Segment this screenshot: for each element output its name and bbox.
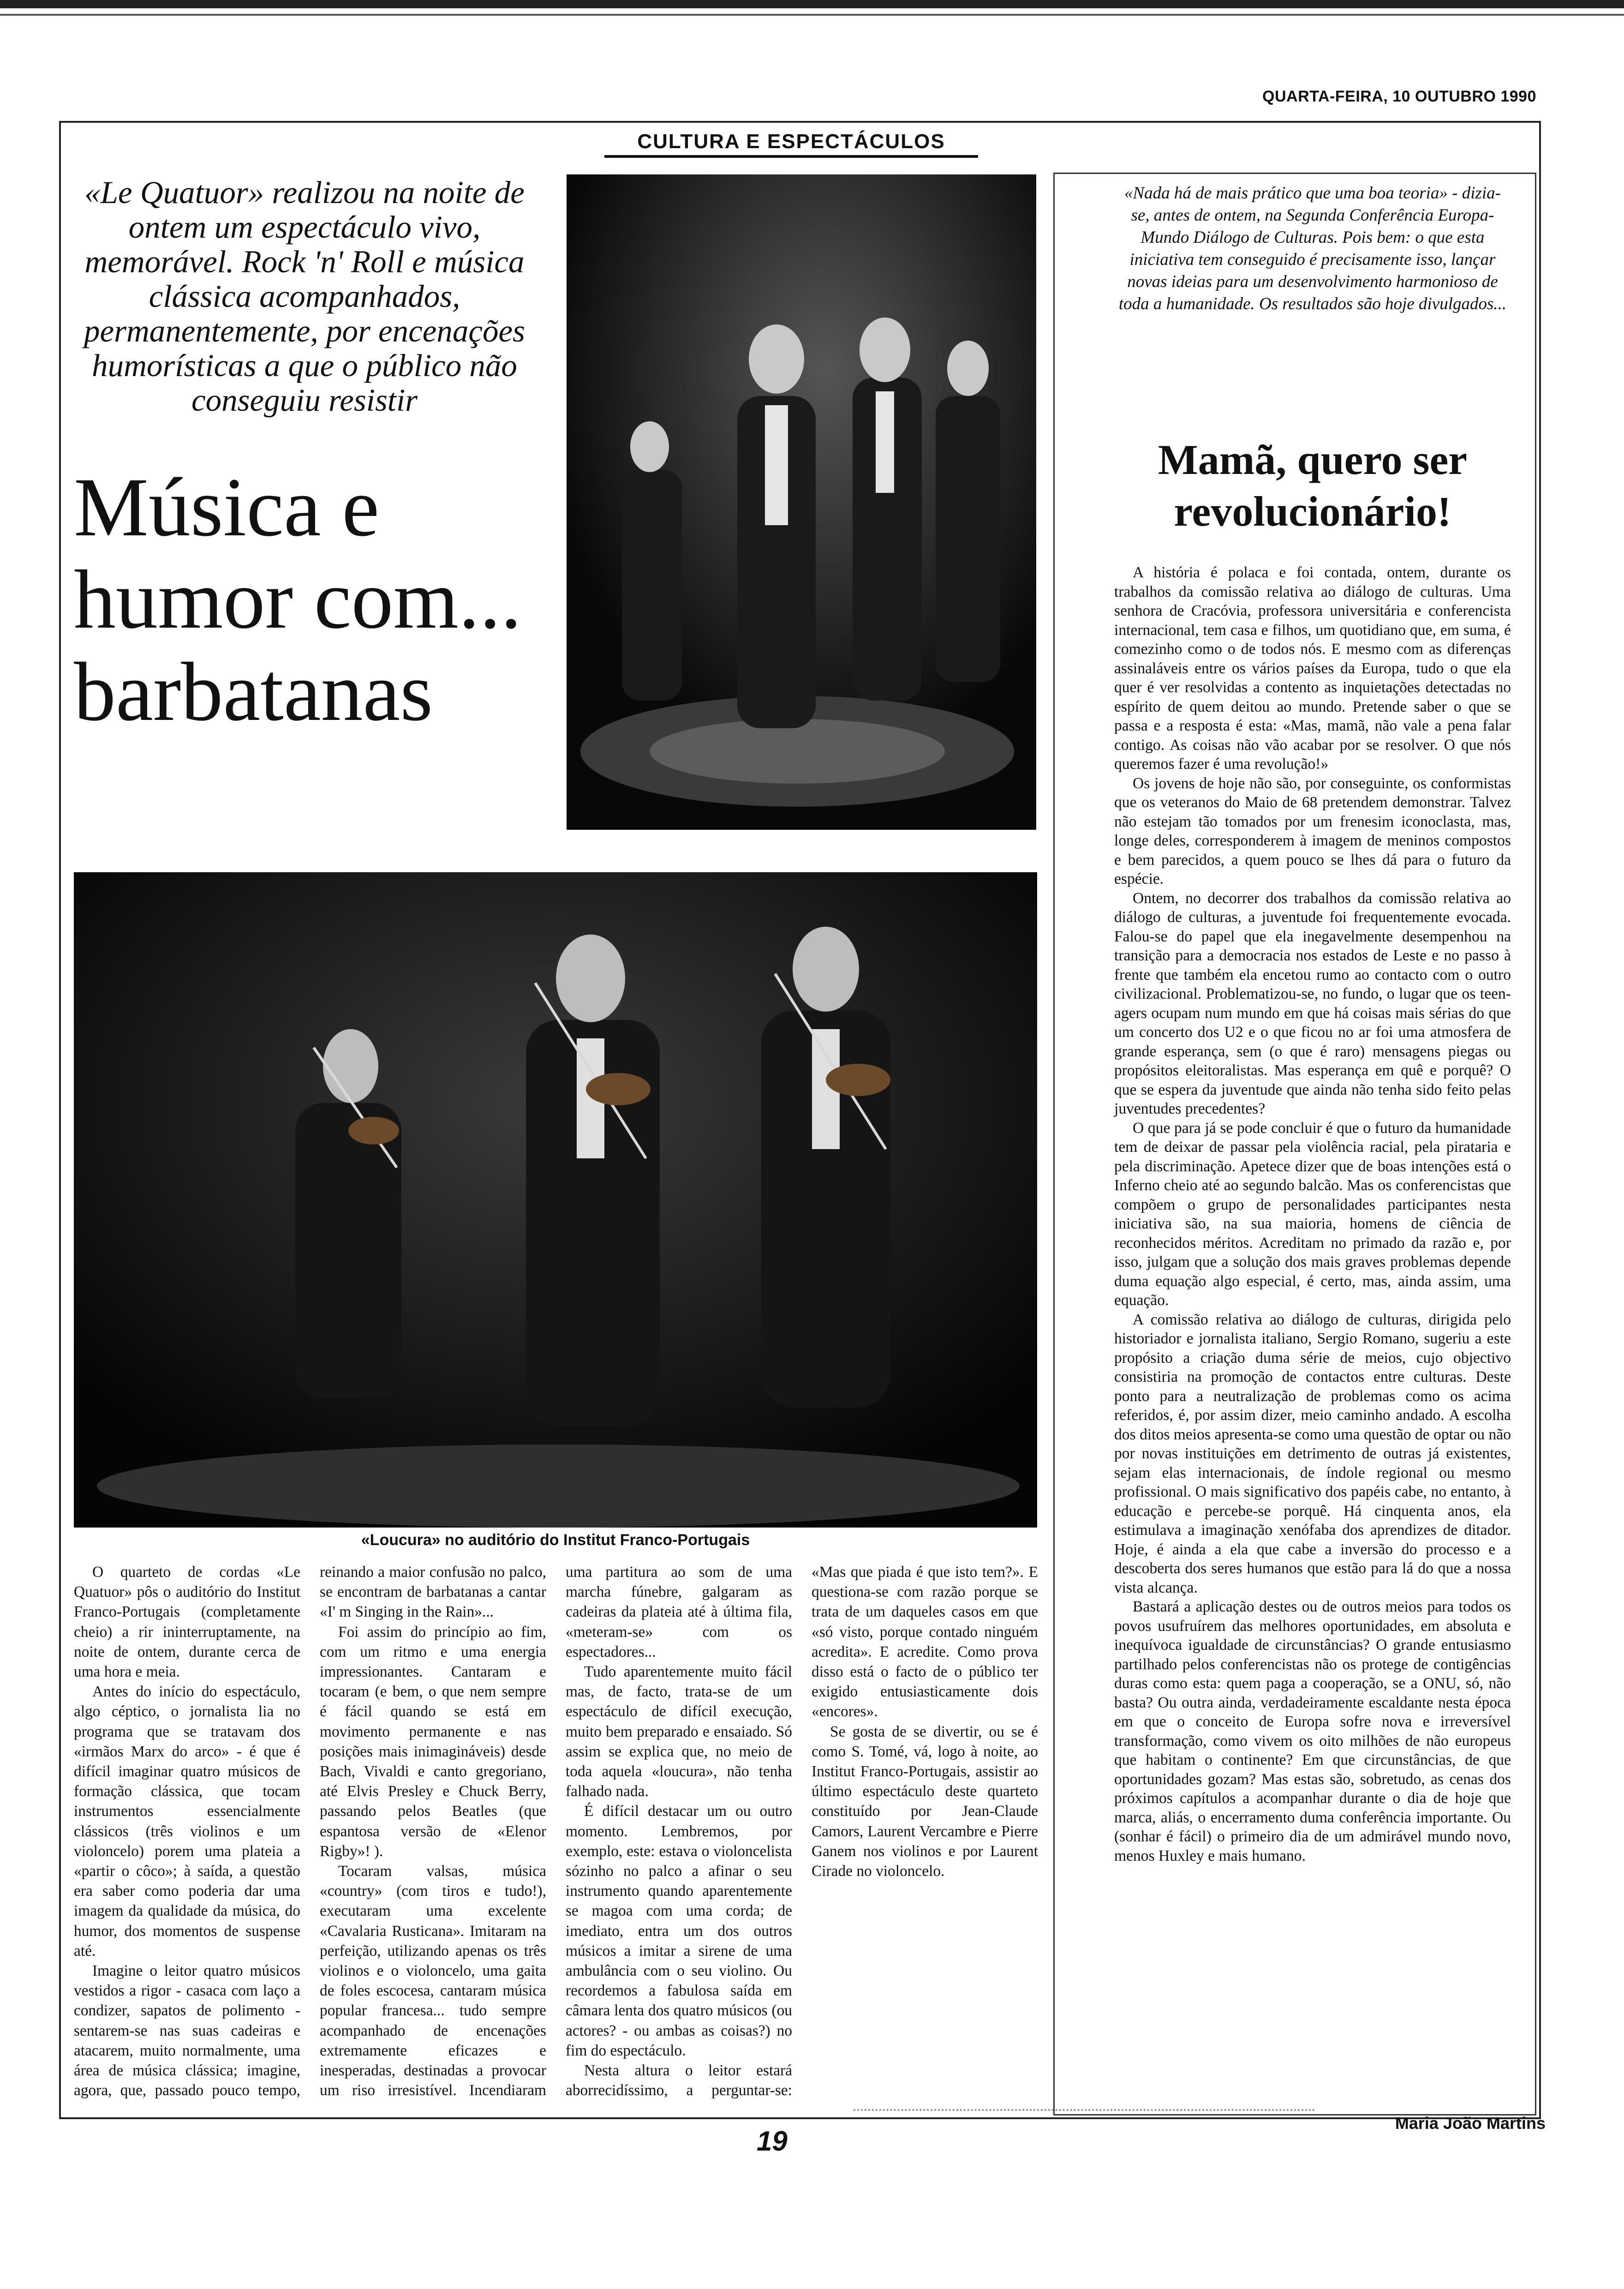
photo-quartet-violins — [74, 872, 1037, 1528]
side-paragraph: Ontem, no decorrer dos trabalhos da comissão relativa ao diálogo de culturas, a juventude foi frequentemente evocada. Falou-se do papel que ela inegavelmente desempenhou na transição para a democracia nos estados de Leste e no passo à frente que também ela encetou rumo ao contacto com o outro civilizacional. Problematizou-se, no fundo, o lugar que os teen-agers ocupam num mundo em que há coisas mais sérias do que um concerto dos U2 e o que ficou no ar foi uma atmosfera de grande esperança, sem (o que é raro) mensagens piegas ou propósitos eleitoralistas. Mas esperança em quê e porquê? O que se espera da juventude que ainda não tenha sido feito pelas juventudes precedentes? — [1114, 889, 1511, 1117]
photo-caption: «Loucura» no auditório do Institut Franco-Portugais — [361, 1531, 750, 1549]
edition-date: QUARTA-FEIRA, 10 OUTUBRO 1990 — [1262, 88, 1536, 105]
main-paragraph: Tudo aparentemente muito fácil mas, de facto, trata-se de um espectáculo de difícil execução, muito bem preparado e ensaiado. Só assim se explica que, no meio de toda aquela «loucura», não tenha falhado nada. — [566, 1663, 792, 1800]
author-byline: Maria João Martins — [1395, 2114, 1546, 2133]
side-paragraph: Bastará a aplicação destes ou de outros meios para todos os povos usufruírem das melhores oportunidades, em absoluta e inequívoca igualdade de circunstâncias? O grande entusiasmo partilhado pelos conferencistas não os protege de contigências duras como esta: quem paga a cooperação, se a ONU, só, não basta? Ou outra ainda, verdadeiramente escaldante nesta época em que o conceito de Europa sofre nova e irreversível transformação, como vivem os oito milhões de não europeus que habitam o continente? Em que circunstâncias, de que oportunidades gozam? Mas estas são, sobretudo, as cenas dos próximos capítulos a acompanhar durante o dia de hoje que marca, aliás, o encerramento duma conferência importante. Ou (sonhar é fácil) o primeiro dia de um admirável mundo novo, menos Huxley e mais humano. — [1114, 1598, 1511, 1864]
side-paragraph: A história é polaca e foi contada, ontem, durante os trabalhos da comissão relativa ao diálogo de culturas. Uma senhora de Cracóvia, professora universitária e conferencista internacional, tem casa e filhos, um quotidiano que, em suma, é comezinho como o de todos nós. E mesmo com as diferenças assinaláveis entre os vários países da Europa, tudo o que ela quer é ver resolvidas a contento as inquietações detectadas no espírito de quem deitou ao mundo. Pretende saber o que se passa e a resposta é esta: «Mas, mamã, não vale a pena falar contigo. As coisas não vão acabar por se resolver. O que nós queremos fazer é uma revolução!» — [1114, 564, 1511, 773]
main-article-headline: Música e humor com... barbatanas — [74, 461, 522, 738]
main-paragraph: Imagine o leitor quatro músicos vestidos a rigor - casaca com laço a condizer, sapatos de polimento - sentarem-se nas suas cadeiras e atacarem, muito normalmente, uma área de música clássica; imagine, agora, que, passado pouco tempo, reinando a maior confusão no palco, se encontram de barbatanas a cantar «I' m Singing in the Rain»... — [74, 1564, 546, 2099]
main-paragraph: Foi assim do princípio ao fim, com um ritmo e uma energia impressionantes. Cantaram e tocaram (e bem, o que nem sempre é fácil quando se está em movimento permanente e nas posições mais inimagináveis) desde Bach, Vivaldi e canto gregoriano, até Elvis Presley e Chuck Berry, passando pelos Beatles (que espantosa versão de «Elenor Rigby»! ). — [320, 1623, 546, 1860]
main-paragraph: Antes do início do espectáculo, algo céptico, o jornalista lia no programa que se tratavam dos «irmãos Marx do arco» - é que é difícil imaginar quatro músicos de formação clássica, que tocam instrumentos essencialmente clássicos (três violinos e um violoncelo) porem uma plateia a «partir o côco»; à saída, a questão era saber como poderia dar uma imagem da qualidade da música, do humor, dos momentos de suspense até. — [74, 1683, 300, 1959]
side-paragraph: O que para já se pode concluir é que o futuro da humanidade tem de deixar de passar pela violência racial, pela pirataria e pela discriminação. Apetece dizer que de boas intenções está o Inferno cheio até ao segundo balcão. Mas os conferencistas que compõem o grupo de personalidades participantes nesta iniciativa são, na sua maioria, homens de ciência de reconhecidos méritos. Acreditam no primado da razão e, por isso, julgam que a solução dos mais graves problemas depende duma equação algo especial, é certo, mas, ainda assim, uma equação. — [1114, 1119, 1511, 1309]
main-paragraph: Se gosta de se divertir, ou se é como S. Tomé, vá, logo à noite, ao Institut Franco-Portugais, assistir ao último espectáculo deste quarteto constituído por Jean-Claude Camors, Laurent Vercambre e Pierre Ganem nos violinos e por Laurent Cirade no violoncelo. — [812, 1723, 1038, 1880]
main-paragraph: Tocaram valsas, música «country» (com tiros e tudo!), executaram uma excelente «Cavalaria Rusticana». Imitaram na perfeição, utilizando apenas os três violinos e o violoncelo, uma gaita de foles escocesa, cantaram música popular francesa... tudo sempre acompanhado de encenações extremamente eficazes e inesperadas, destinadas a provocar um riso irresistível. Incendiaram uma partitura ao som de uma marcha fúnebre, galgaram as cadeiras da plateia até à última fila, «meteram-se» com os espectadores... — [320, 1564, 792, 2099]
page-top-rule — [0, 0, 1624, 8]
page-top-rule-thin — [0, 14, 1624, 16]
side-paragraph: Os jovens de hoje não são, por conseguinte, os conformistas que os veteranos do Maio de 68 pretendem demonstrar. Talvez não estejam tão tomados por um frenesim iconoclasta, mas, longe deles, corresponderem à imagem de meninos compostos e bem parecidos, a quem pouco se lhes dá para o futuro da espécie. — [1114, 774, 1511, 887]
side-paragraph: A comissão relativa ao diálogo de culturas, dirigida pelo historiador e jornalista italiano, Sergio Romano, sugeriu a este propósito a criação duma série de meios, cujo objectivo consistiria na promoção de contactos entre culturas. Deste ponto para a neutralização de problemas como os acima referidos, é, por assim dizer, meio caminho andado. A escolha dos ditos meios apresenta-se como uma questão de optar ou não por novas instituições em detrimento de outras já existentes, sejam elas internacionais, de índole regional ou mesmo profissional. O mais significativo dos papéis cabe, no entanto, à educação e percebe-se porquê. Há cinquenta anos, ela estimulava a imaginação xenófaba dos aprendizes de ditador. Hoje, é ainda a ela que cabe a inversão do processo e a descoberta dos seres humanos que estão para lá do que a nossa vista alcança. — [1114, 1311, 1511, 1596]
page-number: 19 — [757, 2126, 788, 2157]
side-article-lede: «Nada há de mais prático que uma boa teoria» - dizia-se, antes de ontem, na Segunda Conferência Europa-Mundo Diálogo de Culturas. Pois bem: o que esta iniciativa tem conseguido é precisamente isso, lançar novas ideias para um desenvolvimento harmonioso de toda a humanidade. Os resultados são hoje divulgados... — [1118, 184, 1507, 313]
main-paragraph: O quarteto de cordas «Le Quatuor» pôs o auditório do Institut Franco-Portugais (completamente cheio) a rir ininterruptamente, na noite de ontem, durante cerca de uma hora e meia. — [74, 1564, 300, 1681]
side-article-body — [1114, 563, 1511, 1865]
side-article-headline: Mamã, quero ser revolucionário! — [1158, 436, 1468, 535]
main-paragraph: Nesta altura o leitor estará aborrecidíssimo, a perguntar-se: «Mas que piada é que isto tem?». E questiona-se com razão porque se trata de um daqueles casos em que «só visto, porque contado ninguém acredita». E acredite. Como prova disso está o facto de o público ter exigido entusiasticamente dois «encores». — [566, 1564, 1038, 2099]
main-paragraph: É difícil destacar um ou outro momento. Lembremos, por exemplo, este: estava o violoncelista sózinho no palco a afinar o seu instrumento quando aparentemente se magoa com uma corda; de imediato, entra um dos outros músicos a imitar a sirene de uma ambulância com o seu violino. Ou recordemos a fabulosa saída em câmara lenta dos quatro músicos (ou actores? - ou ambas as coisas?) no fim do espectáculo. — [566, 1803, 792, 2059]
section-label: CULTURA E ESPECTÁCULOS — [604, 130, 978, 158]
main-article-lede: «Le Quatuor» realizou na noite de ontem um espectáculo vivo, memorável. Rock 'n' Roll e música clássica acompanhados, permanentemente, por encenações humorísticas a que o público não conseguiu resistir — [84, 175, 525, 418]
main-article-body — [74, 1562, 1038, 2102]
photo-quartet-singing — [567, 174, 1036, 830]
dotted-divider — [854, 2109, 1315, 2118]
